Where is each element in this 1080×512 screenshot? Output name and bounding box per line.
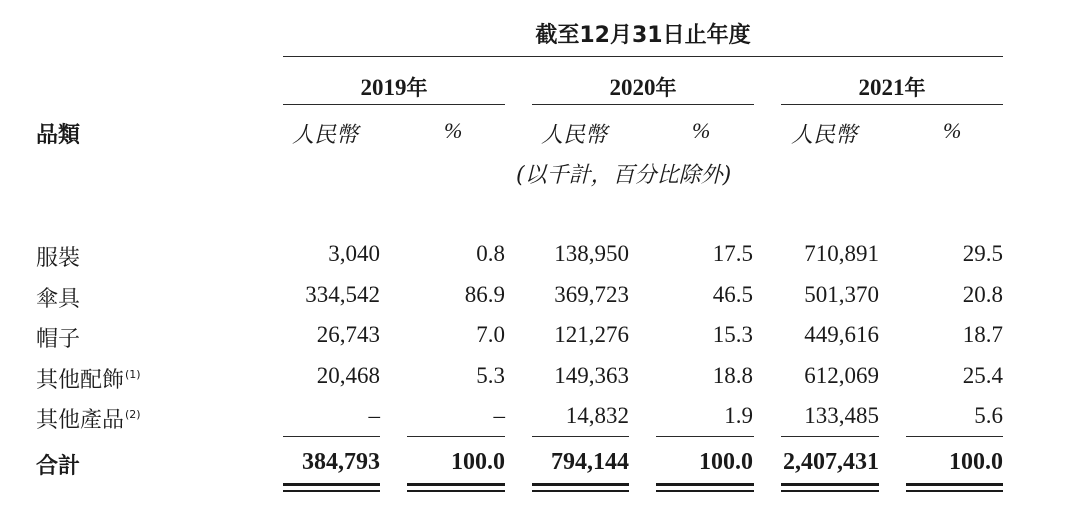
value-2021-pct: 20.8 [962, 282, 1003, 307]
period-title: 截至12月31日止年度 [535, 23, 751, 48]
value-2019-pct: – [493, 403, 505, 428]
table-row [0, 403, 1080, 437]
value-2020-pct: 1.9 [724, 403, 753, 428]
value-2019-rmb: – [368, 403, 380, 428]
value-2019-rmb: 334,542 [305, 282, 380, 307]
total-2020-rmb: 794,144 [551, 449, 629, 475]
value-2021-pct: 5.6 [974, 403, 1003, 428]
percent-header-2021: % [943, 118, 962, 143]
year-2019-header: 2019年 [360, 75, 428, 100]
total-row [0, 449, 1080, 483]
value-2021-rmb: 501,370 [804, 282, 879, 307]
total-2019-rmb: 384,793 [302, 449, 380, 475]
year-2019-rule [283, 104, 505, 105]
total-2021-rmb: 2,407,431 [783, 449, 879, 475]
value-2019-rmb: 26,743 [316, 322, 380, 347]
value-2020-rmb: 369,723 [554, 282, 629, 307]
row-label: 其他配飾$^{(1)}$ [36, 368, 141, 393]
double-underline [283, 490, 380, 492]
unit-note: (以千計，百分比除外) [516, 163, 732, 188]
value-2019-rmb: 3,040 [328, 241, 380, 266]
value-2019-pct: 86.9 [464, 282, 505, 307]
percent-header-2020: % [692, 118, 711, 143]
row-label: 其他產品$^{(2)}$ [36, 408, 141, 433]
year-2021-rule [781, 104, 1003, 105]
total-2019-pct: 100.0 [451, 449, 505, 475]
value-2020-rmb: 138,950 [554, 241, 629, 266]
total-label: 合計 [36, 454, 81, 479]
value-2021-rmb: 612,069 [804, 363, 879, 388]
subtotal-rule [781, 436, 879, 437]
total-2020-pct: 100.0 [699, 449, 753, 475]
double-underline [656, 483, 754, 489]
value-2020-pct: 18.8 [712, 363, 753, 388]
subtotal-rule [906, 436, 1003, 437]
table-row [0, 241, 1080, 275]
currency-header-2019: 人民幣 [292, 123, 359, 148]
value-2021-rmb: 133,485 [804, 403, 879, 428]
double-underline [656, 490, 754, 492]
table-row [0, 322, 1080, 356]
double-underline [407, 490, 505, 492]
double-underline [532, 490, 629, 492]
total-2021-pct: 100.0 [949, 449, 1003, 475]
currency-header-2020: 人民幣 [541, 123, 608, 148]
year-2020-rule [532, 104, 754, 105]
double-underline [781, 483, 879, 489]
value-2020-pct: 46.5 [712, 282, 753, 307]
double-underline [532, 483, 629, 489]
value-2020-rmb: 14,832 [565, 403, 629, 428]
double-underline [781, 490, 879, 492]
value-2021-rmb: 710,891 [804, 241, 879, 266]
value-2019-rmb: 20,468 [316, 363, 380, 388]
value-2019-pct: 0.8 [476, 241, 505, 266]
table-row [0, 363, 1080, 397]
subtotal-rule [407, 436, 505, 437]
value-2021-pct: 25.4 [962, 363, 1003, 388]
row-label: 服裝 [36, 246, 81, 271]
value-2021-rmb: 449,616 [804, 322, 879, 347]
value-2019-pct: 7.0 [476, 322, 505, 347]
category-header: 品類 [36, 123, 81, 148]
period-rule [283, 56, 1003, 57]
table-row [0, 282, 1080, 316]
value-2021-pct: 29.5 [962, 241, 1003, 266]
subtotal-rule [656, 436, 754, 437]
value-2020-pct: 15.3 [712, 322, 753, 347]
value-2020-rmb: 121,276 [554, 322, 629, 347]
row-label: 傘具 [36, 287, 81, 312]
year-2020-header: 2020年 [609, 75, 677, 100]
double-underline [407, 483, 505, 489]
currency-header-2021: 人民幣 [791, 123, 858, 148]
subtotal-rule [283, 436, 380, 437]
value-2019-pct: 5.3 [476, 363, 505, 388]
subtotal-rule [532, 436, 629, 437]
double-underline [906, 490, 1003, 492]
double-underline [906, 483, 1003, 489]
value-2021-pct: 18.7 [962, 322, 1003, 347]
percent-header-2019: % [444, 118, 463, 143]
double-underline [283, 483, 380, 489]
year-2021-header: 2021年 [858, 75, 926, 100]
value-2020-pct: 17.5 [712, 241, 753, 266]
value-2020-rmb: 149,363 [554, 363, 629, 388]
row-label: 帽子 [36, 327, 81, 352]
